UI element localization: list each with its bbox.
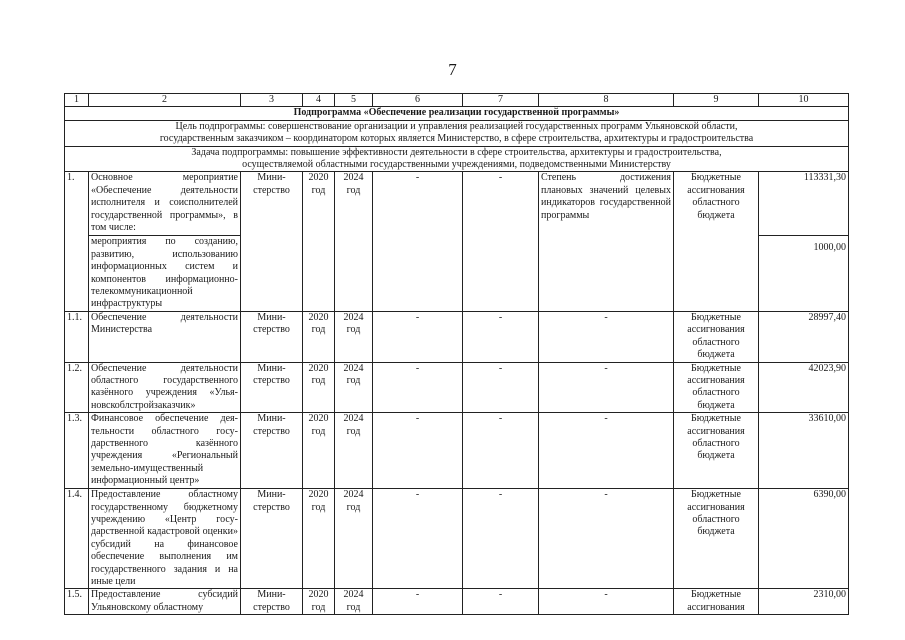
amount-sub: 1000,00 <box>759 236 849 311</box>
row-number: 1. <box>65 172 89 311</box>
header-cell: 2 <box>89 94 241 107</box>
funding-source: Бюджетные ассигнования областного бюджета <box>674 311 759 362</box>
table-row <box>65 589 849 615</box>
funding-source: Бюджетные ассигнования <box>674 589 759 615</box>
activity-name: Предоставление областному государственному бюджетному учреждению «Центр государственной кадастровой оценки» субсидий на финансовое обеспечение выполнения им государственного задания и на иные цели <box>89 489 241 589</box>
end-year: 2024 год <box>335 362 373 413</box>
funding-source: Бюджетные ассигнования областного бюджета <box>674 413 759 489</box>
funding-source: Бюджетные ассигнования областного бюджета <box>674 172 759 311</box>
table-row <box>65 362 849 413</box>
start-year: 2020 год <box>303 311 335 362</box>
end-year: 2024 год <box>335 172 373 311</box>
end-year: 2024 год <box>335 589 373 615</box>
header-cell: 6 <box>373 94 463 107</box>
indicator: - <box>539 362 674 413</box>
task-row <box>65 146 849 172</box>
amount: 6390,00 <box>759 489 849 589</box>
table-row <box>65 172 849 236</box>
activity-name: Финансовое обеспечение деятельности областного государственного казённого учреждения «Региональный земельно-имущественный информационный центр» <box>89 413 241 489</box>
funding-source: Бюджетные ассигнования областного бюджета <box>674 362 759 413</box>
table-row <box>65 413 849 489</box>
activity-name: Предоставление субсидий Ульяновскому областному <box>89 589 241 615</box>
task-line: осуществляемой областными государственными учреждениями, подведомственными Министерству <box>242 159 671 171</box>
start-year: 2020 год <box>303 172 335 311</box>
program-table <box>64 93 849 615</box>
amount: 2310,00 <box>759 589 849 615</box>
executor: Министерство <box>241 311 303 362</box>
header-cell: 3 <box>241 94 303 107</box>
header-cell: 10 <box>759 94 849 107</box>
start-year: 2020 год <box>303 362 335 413</box>
col7-value: - <box>463 172 539 311</box>
header-cell: 7 <box>463 94 539 107</box>
executor: Министерство <box>241 413 303 489</box>
col6-value: - <box>373 413 463 489</box>
executor: Министерство <box>241 172 303 311</box>
row-number: 1.4. <box>65 489 89 589</box>
funding-source: Бюджетные ассигнования областного бюджета <box>674 489 759 589</box>
page-number: 7 <box>448 60 457 79</box>
amount: 113331,30 <box>759 172 849 236</box>
amount: 42023,90 <box>759 362 849 413</box>
start-year: 2020 год <box>303 589 335 615</box>
column-number-header <box>65 94 849 107</box>
col7-value: - <box>463 311 539 362</box>
header-cell: 5 <box>335 94 373 107</box>
indicator: - <box>539 311 674 362</box>
table-row <box>65 489 849 589</box>
end-year: 2024 год <box>335 413 373 489</box>
subprogram-goal <box>65 120 849 146</box>
task-line: Задача подпрограммы: повышение эффективности деятельности в сфере строительства, архитектуры и градостроительства, <box>191 146 722 158</box>
start-year: 2020 год <box>303 413 335 489</box>
row-number: 1.2. <box>65 362 89 413</box>
activity-name: Обеспечение деятельности Министерства <box>89 311 241 362</box>
row-number: 1.1. <box>65 311 89 362</box>
goal-line: государственным заказчиком – координатором которых является Министерство, в сфере строительства, архитектуры и градостроительства <box>159 133 754 145</box>
row-number: 1.3. <box>65 413 89 489</box>
col7-value: - <box>463 489 539 589</box>
header-cell: 1 <box>65 94 89 107</box>
goal-row <box>65 120 849 146</box>
end-year: 2024 год <box>335 311 373 362</box>
col7-value: - <box>463 362 539 413</box>
executor: Министерство <box>241 489 303 589</box>
end-year: 2024 год <box>335 489 373 589</box>
indicator: - <box>539 413 674 489</box>
activity-name: Обеспечение деятельности областного государственного казённого учреждения «Ульяновскоблстройзаказчик» <box>89 362 241 413</box>
activity-name: Основное мероприятие «Обеспечение деятельности исполнителя и соисполнителей государственной программы», в том числе: <box>89 172 241 236</box>
table-row <box>65 311 849 362</box>
col6-value: - <box>373 589 463 615</box>
header-cell: 9 <box>674 94 759 107</box>
start-year: 2020 год <box>303 489 335 589</box>
executor: Министерство <box>241 362 303 413</box>
indicator: - <box>539 589 674 615</box>
col6-value: - <box>373 311 463 362</box>
goal-line: Цель подпрограммы: совершенствование организации и управления реализацией государственных программ Ульяновской области, <box>175 120 738 132</box>
amount: 33610,00 <box>759 413 849 489</box>
subprogram-title: Подпрограмма «Обеспечение реализации государственной программы» <box>65 107 849 120</box>
col6-value: - <box>373 362 463 413</box>
indicator: - <box>539 489 674 589</box>
indicator: Степень достижения плановых значений целевых индикаторов государственной программы <box>539 172 674 311</box>
amount: 28997,40 <box>759 311 849 362</box>
header-cell: 4 <box>303 94 335 107</box>
executor: Министерство <box>241 589 303 615</box>
col6-value: - <box>373 172 463 311</box>
col6-value: - <box>373 489 463 589</box>
row-number: 1.5. <box>65 589 89 615</box>
col7-value: - <box>463 413 539 489</box>
subprogram-task <box>65 146 849 172</box>
col7-value: - <box>463 589 539 615</box>
subprogram-title-row <box>65 107 849 120</box>
header-cell: 8 <box>539 94 674 107</box>
activity-subname: мероприятия по созданию, развитию, использованию информационных систем и компонентов информационно-телекоммуникационной инфраструктуры <box>89 236 241 311</box>
